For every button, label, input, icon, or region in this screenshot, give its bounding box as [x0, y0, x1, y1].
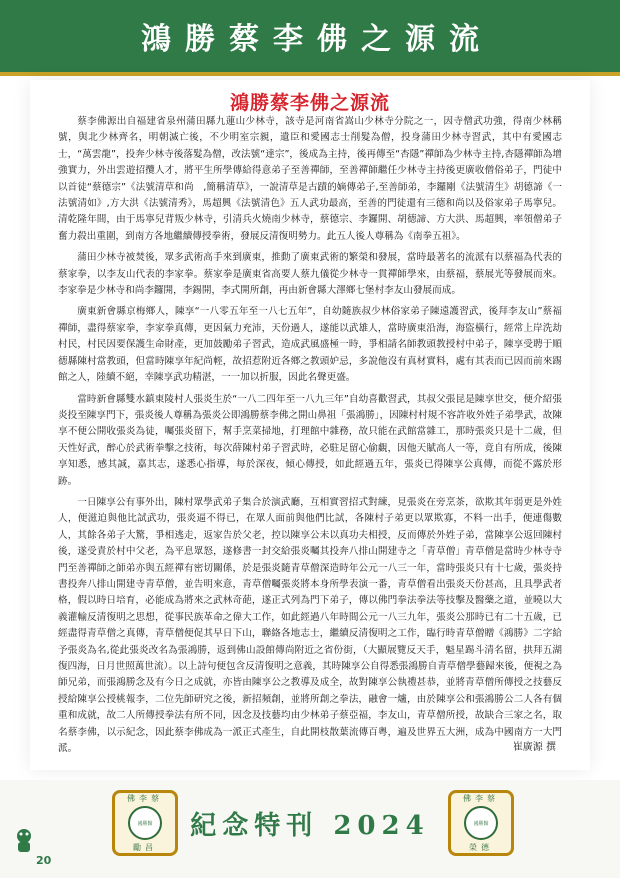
paragraph-3: 廣東新會縣京梅鄉人，陳享“一八零五年至一八七五年”，自幼隨族叔少林俗家弟子陳遠護習武，後拜李友山”蔡福禪師，盡得蔡家拳，李家拳真傳，更因氣力充沛，天份過人，遂能以武雄人，當時廣東沿海，海盜橫行，經常上岸洗劫村民，村民因要保護生命財產，更加鼓勵弟子習武，造成武風盛極一時，爭相請名師教頭教授村中弟子，陳享受聘于順德縣陳村當教頭，但當時陳享年紀尚輕，故招惹附近各鄉之教頭妒忌，多說他沒有真材實料，處有其表而已因而前來踢館之人，陸續不絕，幸陳享武功精湛，一一加以折服，因此名聲更盛。 [58, 306, 562, 384]
seal-left-emblem-icon: 鴻勝館 [128, 806, 162, 840]
anniversary-title: 紀念特刊 2024 [190, 811, 430, 841]
article-title: 鴻勝蔡李佛之源流 [229, 92, 390, 114]
seal-left-bottom-text: 勵昌 [133, 843, 157, 852]
page-number: 20 [36, 854, 52, 867]
seal-right-emblem-icon: 鴻勝館 [464, 806, 498, 840]
paragraph-1: 蔡李佛源出自福建省泉州蒲田縣九蓮山少林寺，該寺是河南省嵩山少林寺分院之一，因寺僧武功強，得南少林稱號，與北少林齊名，明朝滅亡後，不少明室宗親，遺臣和愛國志士削髮為僧，投身蒲田少林寺習武，其中有愛國志士，“萬雲龍”，投奔少林寺後落髮為僧，改法號“達宗”，後成為主持，後再傳至“杏隱”禪師為少林寺主持,杏隱禪師為增強實力，外出雲遊招攬人才，將平生所學傳給得意弟子至善禪師，至善禪師繼任少林寺主持後更廣收僧俗弟子，門徒中以首徒“蔡德宗”《法號清草和尚 ,簡稱清草》，一說清草是古蹟的嫡傳弟子,至善師弟，李鑼剛《法號清生》胡德諦《一法號清如》,方大洪《法號清秀》，馬超興《法號清色》五人武功最高，至善的門徒還有三德和尚以及俗家弟子馬寧兒。清乾隆年間，由于馬寧兒背叛少林寺，引清兵火燒南少林寺，蔡德宗、李鑼開、胡德諦、方大洪、馬超興，率領僧弟子奮力殺出重圍，到南方各地繼續傳授拳術，發展反清復明勢力。此五人後人尊稱為《南拳五祖》。 [58, 116, 562, 242]
page-header [0, 0, 620, 72]
article-author: 崔廣源 撰 [512, 742, 556, 753]
seal-right-top-text: 佛李蔡 [463, 794, 499, 803]
paragraph-2: 蒲田少林寺被焚後，眾多武術高手來到廣東，推動了廣東武術的繁榮和發展，當時最著名的流派有以蔡福為代表的蔡家拳，以李友山代表的李家拳。蔡家拳是廣東省高要人蔡九儀從少林寺一貫禪師學來，由蔡福，蔡展光等發展而來。李家拳是少林寺和尚李鑼開，李錫開，李式開所創，再由新會縣大澤鄉七堡村李友山發展而成。 [58, 252, 562, 297]
lion-ornament-icon [12, 826, 36, 856]
article-body [58, 114, 562, 762]
paragraph-4: 當時新會縣雙水鎮東陵村人張炎生於“一八二四年至一八九三年”自幼喜歡習武，其叔父張昆是陳享世交，便介紹張炎投至陳享門下，張炎後人尊稱為張炎公即鴻勝蔡李佛之開山鼻祖「張鴻勝」，因陳村村規不容許收外姓子弟學武，故陳享不便公開收張炎為徒，囑張炎留下，幫手烹菜掃地，打理館中雜務，故只能在武館當雜工，那時張炎只是十二歲，但天性好武，醉心於武術拳擊之技術，每次薛陳村弟子習武時，必駐足留心偷覷，因他天賦高人一等，竟自有所成，後陳享知悉，感其誠，嘉其志，遂悉心指導，每於深夜，傾心傳授，如此經過五年，張炎已得陳享公真傳，而從不露於形跡。 [58, 393, 562, 487]
seal-right-bottom-text: 榮德 [469, 843, 493, 852]
seal-left-top-text: 佛李蔡 [127, 794, 163, 803]
paragraph-5: 一日陳享公有事外出，陳村眾學武弟子集合於演武廳，互相實習招式對練，見張炎在旁烹茶，欲欺其年弱更是外姓人，便滋迫與他比試武功，張炎逼不得已，在眾人面前與他們比試，各陳村子弟更以眾欺寡，不料一出手，便連傷數人，其餘各弟子大驚，爭相逃走，返家告於父老，控以陳享公未以真功夫相授，反而傳於外姓子弟，當陳享公返回陳村後，遂受責於村中父老，為平息眾怒，遂修書一封交給張炎囑其投奔八排山開建寺之「青草僧」青草僧是當時少林寺寺門至善禪師之師弟亦與五經禪有密切關係，於是張炎隨青草僧深造時年公元一八三一年，當時張炎只有十七歲，張炎持書投奔八排山開建寺青草僧，並告明來意，青草僧囑張炎將本身所學表演一番，青草僧看出張炎天份甚高，且具學武者格，假以時日培育，必能成為將來之武林奇葩，遂正式列為門下弟子，傳以佛門拳法拳法等技擊及醫藥之道，並曉以大義灌輸反清復明之思想，從事民族革命之偉大工作，如此經過八年時間公元一八三九年，張炎公那時已有二十五歲，已經盡得青草僧之真傳，青草僧便促其早日下山，聯絡各地志士，繼續反清復明之工作，臨行時青草僧贈《鴻勝》二字給予張炎為名,從此張炎改名為張鴻勝，返到佛山設館傳尚附近之省份街，（大顯展覽反天手，魁星踢斗清名留，拱拜五湖復四海，日月世照萬世流）。以上詩句便包含反清復明之意義，其時陳享公自得悉張鴻勝自青草僧學藝歸來後，便視之為師兄弟，而張鴻勝念及有今日之成就，亦皆由陳享公之教導及成全，故對陳享公執禮甚恭，並將青草僧所傳授之技藝反授給陳享公授桃報李，二位先師研究之後，新招頻創，並將所創之拳法，融會一爐，由於陳享公和張鴻勝公二人各有個重和成就，故二人所傳授拳法有所不同，因念及技藝均由少林弟子蔡亞福，李友山，青草僧所授，故缺合三家之名，取名蔡李佛，以示紀念，因此蔡李佛成為一派正式產生，自此開枝散葉流傳百粵，遍及世界五大洲，成為中國南方一大門派。 [58, 496, 562, 755]
header-title: 鴻勝蔡李佛之源流 [141, 22, 493, 57]
header-gold-rule [0, 72, 620, 76]
seal-right-logo [448, 790, 514, 856]
